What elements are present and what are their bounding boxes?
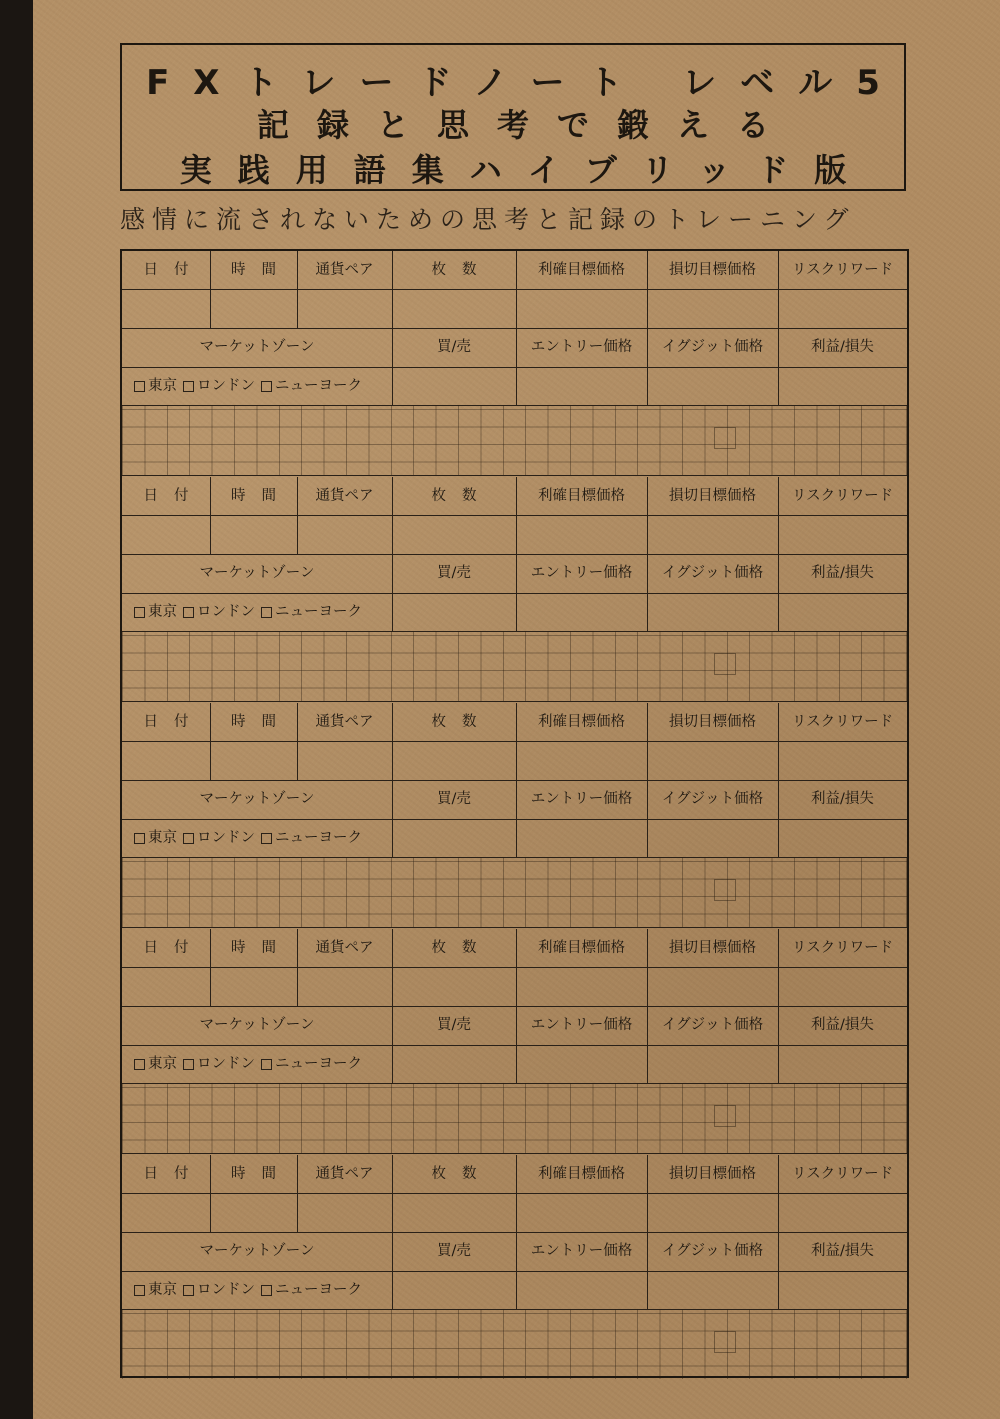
buy-sell-label: 買/売: [437, 1243, 471, 1259]
checkbox-icon[interactable]: [134, 1285, 145, 1296]
checkbox-icon[interactable]: [261, 1285, 272, 1296]
checkbox-icon[interactable]: [261, 833, 272, 844]
exit-price-label: イグジット価格: [661, 791, 764, 807]
exit-price-field[interactable]: [647, 368, 778, 406]
checkbox-icon[interactable]: [261, 607, 272, 618]
lots-field[interactable]: [392, 968, 516, 1006]
profit-loss-field[interactable]: [778, 594, 907, 632]
date-field[interactable]: [122, 1194, 210, 1232]
lots-label: 枚数: [431, 940, 493, 956]
zone-option[interactable]: [183, 1045, 255, 1083]
checkbox-icon[interactable]: [183, 1285, 194, 1296]
stop-loss-field[interactable]: [647, 742, 778, 780]
currency-pair-field[interactable]: [297, 1194, 392, 1232]
notes-grid[interactable]: [122, 1309, 907, 1379]
stop-loss-label: 損切目標価格: [669, 262, 756, 278]
exit-price-label: イグジット価格: [661, 1017, 764, 1033]
checkbox-icon[interactable]: [261, 1059, 272, 1070]
checkbox-icon[interactable]: [134, 607, 145, 618]
stop-loss-field[interactable]: [647, 1194, 778, 1232]
trade-entry: [122, 1155, 907, 1381]
lots-label: 枚数: [431, 488, 493, 504]
risk-reward-label: リスクリワード: [791, 488, 894, 504]
checkbox-icon[interactable]: [134, 1059, 145, 1070]
book-spine: [0, 0, 33, 1419]
trade-entry: [122, 477, 907, 703]
date-field[interactable]: [122, 968, 210, 1006]
trade-entry: [122, 703, 907, 929]
currency-pair-field[interactable]: [297, 290, 392, 328]
zone-label: ニューヨーク: [275, 1282, 362, 1298]
profit-loss-field[interactable]: [778, 1272, 907, 1310]
lots-field[interactable]: [392, 290, 516, 328]
notes-grid[interactable]: [122, 405, 907, 475]
time-field[interactable]: [210, 1194, 297, 1232]
zone-label: ロンドン: [197, 830, 255, 846]
lots-field[interactable]: [392, 1194, 516, 1232]
lots-label: 枚数: [431, 1166, 493, 1182]
market-zone-options: [122, 367, 392, 405]
date-field[interactable]: [122, 516, 210, 554]
exit-price-field[interactable]: [647, 820, 778, 858]
zone-label: 東京: [148, 1282, 177, 1298]
zone-option[interactable]: [183, 819, 255, 857]
zone-label: ニューヨーク: [275, 378, 362, 394]
date-label: 日付: [143, 488, 205, 504]
risk-reward-label: リスクリワード: [791, 262, 894, 278]
time-label: 時間: [231, 262, 292, 278]
buy-sell-label: 買/売: [437, 1017, 471, 1033]
risk-reward-field[interactable]: [778, 516, 907, 554]
entry-price-field[interactable]: [516, 1046, 647, 1084]
checkbox-icon[interactable]: [183, 1059, 194, 1070]
take-profit-label: 利確目標価格: [538, 940, 625, 956]
checkbox-icon[interactable]: [183, 381, 194, 392]
buy-sell-field[interactable]: [392, 368, 516, 406]
profit-loss-label: 利益/損失: [811, 791, 874, 807]
block-divider: [122, 475, 907, 476]
buy-sell-field[interactable]: [392, 1046, 516, 1084]
risk-reward-field[interactable]: [778, 1194, 907, 1232]
zone-label: 東京: [148, 604, 177, 620]
zone-option[interactable]: [261, 1271, 362, 1309]
zone-label: 東京: [148, 378, 177, 394]
notes-grid[interactable]: [122, 631, 907, 701]
time-label: 時間: [231, 714, 292, 730]
grid-marker: [714, 1105, 736, 1127]
stop-loss-label: 損切目標価格: [669, 488, 756, 504]
take-profit-label: 利確目標価格: [538, 262, 625, 278]
notes-grid[interactable]: [122, 1083, 907, 1153]
profit-loss-label: 利益/損失: [811, 1017, 874, 1033]
profit-loss-field[interactable]: [778, 368, 907, 406]
exit-price-label: イグジット価格: [661, 565, 764, 581]
exit-price-field[interactable]: [647, 594, 778, 632]
time-field[interactable]: [210, 290, 297, 328]
block-divider: [122, 927, 907, 928]
risk-reward-field[interactable]: [778, 742, 907, 780]
time-field[interactable]: [210, 742, 297, 780]
stop-loss-field[interactable]: [647, 968, 778, 1006]
stop-loss-field[interactable]: [647, 290, 778, 328]
block-divider: [122, 1153, 907, 1154]
take-profit-field[interactable]: [516, 742, 647, 780]
zone-label: 東京: [148, 1056, 177, 1072]
exit-price-field[interactable]: [647, 1272, 778, 1310]
buy-sell-field[interactable]: [392, 594, 516, 632]
date-field[interactable]: [122, 742, 210, 780]
entry-price-field[interactable]: [516, 594, 647, 632]
zone-option[interactable]: [183, 1271, 255, 1309]
take-profit-field[interactable]: [516, 968, 647, 1006]
trade-entry: [122, 929, 907, 1155]
zone-label: 東京: [148, 830, 177, 846]
market-zone-label: マーケットゾーン: [199, 791, 315, 807]
profit-loss-label: 利益/損失: [811, 1243, 874, 1259]
date-label: 日付: [143, 262, 205, 278]
date-label: 日付: [143, 714, 205, 730]
currency-pair-label: 通貨ペア: [315, 262, 374, 278]
take-profit-label: 利確目標価格: [538, 1166, 625, 1182]
zone-option[interactable]: [134, 1045, 177, 1083]
trade-record-sheet: [120, 249, 909, 1378]
zone-label: ロンドン: [197, 1056, 255, 1072]
date-field[interactable]: [122, 290, 210, 328]
profit-loss-label: 利益/損失: [811, 565, 874, 581]
grid-marker: [714, 427, 736, 449]
lots-label: 枚数: [431, 262, 493, 278]
date-label: 日付: [143, 940, 205, 956]
entry-price-label: エントリー価格: [530, 1243, 633, 1259]
zone-label: ロンドン: [197, 1282, 255, 1298]
currency-pair-field[interactable]: [297, 742, 392, 780]
profit-loss-field[interactable]: [778, 1046, 907, 1084]
zone-label: ロンドン: [197, 604, 255, 620]
buy-sell-field[interactable]: [392, 820, 516, 858]
risk-reward-label: リスクリワード: [791, 714, 894, 730]
zone-option[interactable]: [134, 367, 177, 405]
lots-field[interactable]: [392, 742, 516, 780]
checkbox-icon[interactable]: [134, 833, 145, 844]
zone-label: ロンドン: [197, 378, 255, 394]
risk-reward-field[interactable]: [778, 290, 907, 328]
take-profit-label: 利確目標価格: [538, 714, 625, 730]
risk-reward-field[interactable]: [778, 968, 907, 1006]
buy-sell-label: 買/売: [437, 565, 471, 581]
title-line-3: 実践用語集ハイブリッド版: [179, 151, 873, 189]
buy-sell-label: 買/売: [437, 339, 471, 355]
market-zone-options: [122, 819, 392, 857]
zone-option[interactable]: [134, 1271, 177, 1309]
stop-loss-label: 損切目標価格: [669, 714, 756, 730]
zone-option[interactable]: [261, 593, 362, 631]
zone-label: ニューヨーク: [275, 1056, 362, 1072]
block-divider: [122, 701, 907, 702]
currency-pair-label: 通貨ペア: [315, 1166, 374, 1182]
market-zone-options: [122, 1271, 392, 1309]
profit-loss-field[interactable]: [778, 820, 907, 858]
market-zone-options: [122, 593, 392, 631]
zone-option[interactable]: [134, 819, 177, 857]
checkbox-icon[interactable]: [183, 607, 194, 618]
profit-loss-label: 利益/損失: [811, 339, 874, 355]
time-label: 時間: [231, 488, 292, 504]
market-zone-label: マーケットゾーン: [199, 565, 315, 581]
time-field[interactable]: [210, 516, 297, 554]
zone-option[interactable]: [183, 593, 255, 631]
market-zone-label: マーケットゾーン: [199, 1017, 315, 1033]
market-zone-label: マーケットゾーン: [199, 339, 315, 355]
buy-sell-field[interactable]: [392, 1272, 516, 1310]
zone-option[interactable]: [261, 819, 362, 857]
zone-label: ニューヨーク: [275, 604, 362, 620]
title-box: [120, 43, 906, 191]
trade-entry: [122, 251, 907, 477]
zone-option[interactable]: [183, 367, 255, 405]
zone-option[interactable]: [261, 1045, 362, 1083]
risk-reward-label: リスクリワード: [791, 1166, 894, 1182]
currency-pair-label: 通貨ペア: [315, 714, 374, 730]
title-line-1: FXトレードノート レベル5: [146, 63, 904, 103]
currency-pair-field[interactable]: [297, 968, 392, 1006]
take-profit-field[interactable]: [516, 516, 647, 554]
stop-loss-field[interactable]: [647, 516, 778, 554]
market-zone-label: マーケットゾーン: [199, 1243, 315, 1259]
risk-reward-label: リスクリワード: [791, 940, 894, 956]
zone-option[interactable]: [261, 367, 362, 405]
checkbox-icon[interactable]: [261, 381, 272, 392]
currency-pair-label: 通貨ペア: [315, 488, 374, 504]
currency-pair-label: 通貨ペア: [315, 940, 374, 956]
title-line-2: 記録と思考で鍛える: [256, 106, 797, 144]
stop-loss-label: 損切目標価格: [669, 1166, 756, 1182]
zone-label: ニューヨーク: [275, 830, 362, 846]
entry-price-label: エントリー価格: [530, 339, 633, 355]
grid-marker: [714, 653, 736, 675]
exit-price-label: イグジット価格: [661, 1243, 764, 1259]
take-profit-field[interactable]: [516, 1194, 647, 1232]
buy-sell-label: 買/売: [437, 791, 471, 807]
date-label: 日付: [143, 1166, 205, 1182]
checkbox-icon[interactable]: [183, 833, 194, 844]
grid-marker: [714, 1331, 736, 1353]
currency-pair-field[interactable]: [297, 516, 392, 554]
subtitle: 感情に流されないための思考と記録のトレーニング: [120, 205, 856, 234]
zone-option[interactable]: [134, 593, 177, 631]
checkbox-icon[interactable]: [134, 381, 145, 392]
time-field[interactable]: [210, 968, 297, 1006]
entry-price-label: エントリー価格: [530, 565, 633, 581]
time-label: 時間: [231, 940, 292, 956]
time-label: 時間: [231, 1166, 292, 1182]
entry-price-field[interactable]: [516, 820, 647, 858]
take-profit-label: 利確目標価格: [538, 488, 625, 504]
entry-price-field[interactable]: [516, 368, 647, 406]
exit-price-field[interactable]: [647, 1046, 778, 1084]
take-profit-field[interactable]: [516, 290, 647, 328]
lots-label: 枚数: [431, 714, 493, 730]
entry-price-label: エントリー価格: [530, 791, 633, 807]
grid-marker: [714, 879, 736, 901]
exit-price-label: イグジット価格: [661, 339, 764, 355]
notes-grid[interactable]: [122, 857, 907, 927]
entry-price-label: エントリー価格: [530, 1017, 633, 1033]
entry-price-field[interactable]: [516, 1272, 647, 1310]
stop-loss-label: 損切目標価格: [669, 940, 756, 956]
market-zone-options: [122, 1045, 392, 1083]
lots-field[interactable]: [392, 516, 516, 554]
